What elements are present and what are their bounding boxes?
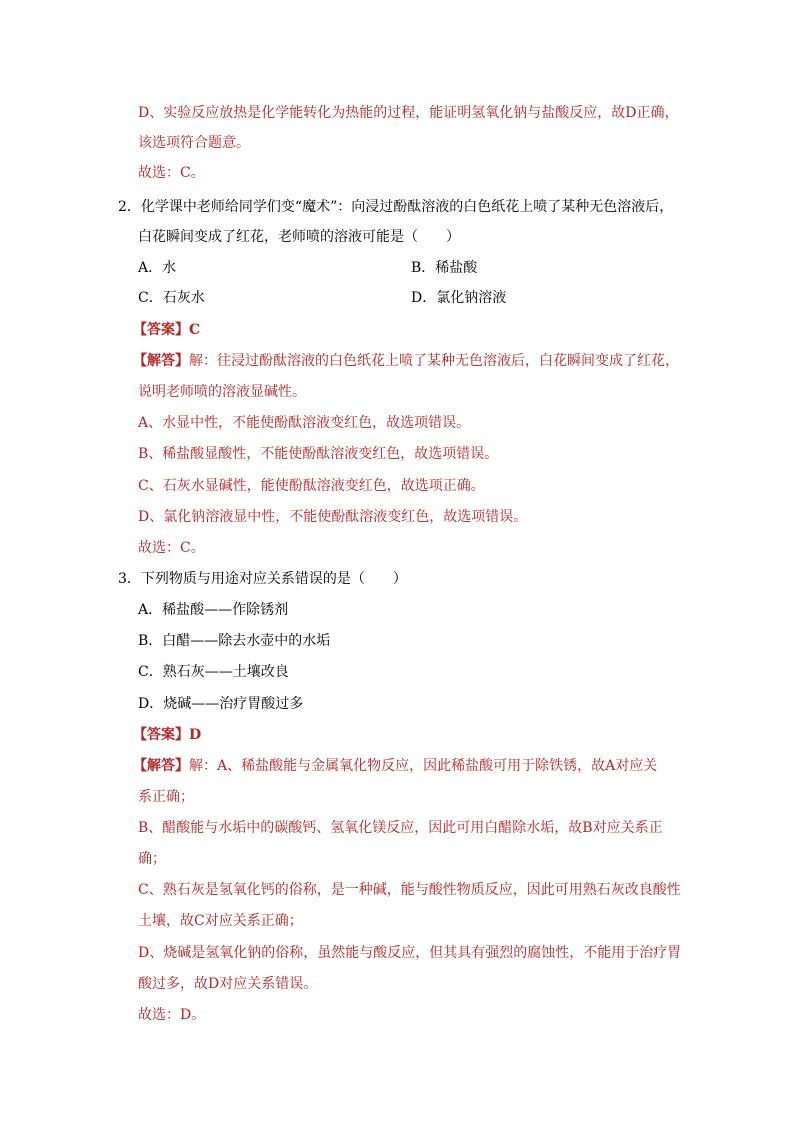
q2-analysis-head: 【解答】 (133, 353, 189, 369)
q3-option-d: D．烧碱——治疗胃酸过多 (138, 696, 304, 712)
q3-analysis-text1: 解：A、稀盐酸能与金属氧化物反应，因此稀盐酸可用于除铁锈，故A对应关 (189, 758, 658, 774)
q3-explanation-d-line1: D、烧碱是氢氧化钠的俗称，虽然能与酸反应，但其具有强烈的腐蚀性，不能用于治疗胃 (138, 945, 682, 961)
q2-option-c: C．石灰水 (138, 290, 205, 306)
q3-option-c: C．熟石灰——土壤改良 (138, 664, 289, 680)
prev-choose: 故选：C。 (138, 165, 205, 181)
q3-explanation-b-line2: 确； (138, 851, 166, 867)
q3-analysis-line2: 系正确； (138, 789, 194, 805)
q2-analysis-line2: 说明老师喷的溶液显碱性。 (138, 384, 306, 400)
q3-answer: 【答案】D (133, 727, 202, 743)
q2-stem-line2: 白花瞬间变成了红花，老师喷的溶液可能是（ ） (138, 229, 460, 245)
q3-option-a: A．稀盐酸——作除锈剂 (138, 602, 289, 618)
q3-explanation-b-line1: B、醋酸能与水垢中的碳酸钙、氢氧化镁反应，因此可用白醋除水垢，故B对应关系正 (138, 820, 663, 836)
q2-explanation-a: A、水显中性，不能使酚酞溶液变红色，故选项错误。 (138, 415, 471, 431)
q2-option-b: B．稀盐酸 (411, 260, 478, 276)
q2-option-a: A．水 (138, 260, 177, 276)
q2-explanation-c: C、石灰水显碱性，能使酚酞溶液变红色，故选项正确。 (138, 478, 485, 494)
q3-explanation-c-line2: 土壤，故C对应关系正确； (138, 913, 303, 929)
q3-stem: 3．下列物质与用途对应关系错误的是（ ） (118, 571, 407, 587)
q2-explanation-d: D、氯化钠溶液显中性，不能使酚酞溶液变红色，故选项错误。 (138, 509, 528, 525)
q3-explanation-c-line1: C、熟石灰是氢氧化钙的俗称，是一种碱，能与酸性物质反应，因此可用熟石灰改良酸性 (138, 882, 681, 898)
q3-analysis-head: 【解答】 (133, 758, 189, 774)
q2-stem-line1: 2．化学课中老师给同学们变“魔术”：向浸过酚酞溶液的白色纸花上喷了某种无色溶液后， (118, 199, 674, 215)
q2-choose: 故选：C。 (138, 540, 205, 556)
q2-explanation-b: B、稀盐酸显酸性，不能使酚酞溶液变红色，故选项错误。 (138, 446, 499, 462)
prev-explanation-line1: D、实验反应放热是化学能转化为热能的过程，能证明氢氧化钠与盐酸反应，故D正确， (138, 105, 679, 121)
q2-analysis-line1 (133, 351, 679, 371)
q3-analysis-line1 (133, 756, 657, 776)
q2-answer: 【答案】C (133, 322, 201, 338)
q3-option-b: B．白醋——除去水壶中的水垢 (138, 633, 331, 649)
q2-option-d: D．氯化钠溶液 (411, 290, 507, 306)
q2-analysis-text1: 解：往浸过酚酞溶液的白色纸花上喷了某种无色溶液后，白花瞬间变成了红花， (189, 353, 679, 369)
q3-explanation-d-line2: 酸过多，故D对应关系错误。 (138, 976, 318, 992)
prev-explanation-line2: 该选项符合题意。 (138, 135, 250, 151)
q3-choose: 故选：D。 (138, 1007, 206, 1023)
